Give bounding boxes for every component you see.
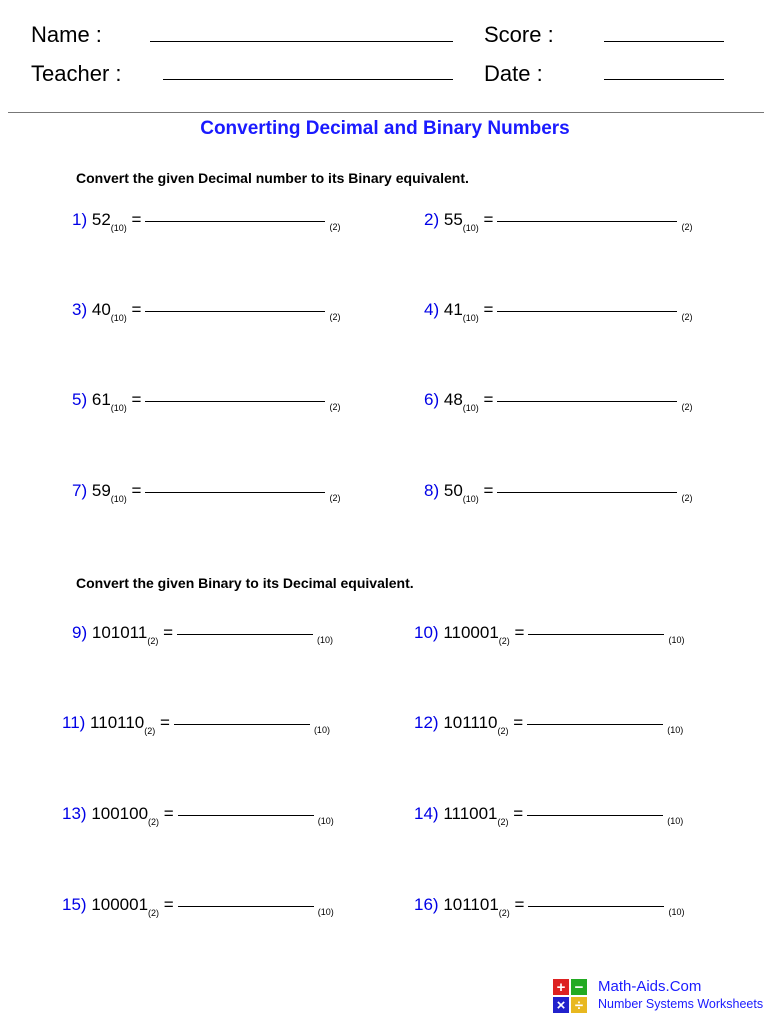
to-base: (2) [681, 493, 693, 503]
score-field[interactable] [604, 41, 724, 42]
teacher-label: Teacher : [31, 61, 122, 86]
problem-9 [72, 623, 333, 646]
answer-blank[interactable] [178, 815, 314, 816]
from-base: (10) [110, 403, 127, 413]
answer-blank[interactable] [528, 634, 664, 635]
problem-value: 41 [443, 300, 463, 319]
equals-sign: = [163, 804, 174, 823]
problem-number: 4) [424, 300, 440, 319]
from-base: (2) [147, 636, 159, 646]
problem-16 [414, 895, 684, 918]
to-base: (10) [668, 907, 685, 917]
problem-value: 110110 [90, 713, 145, 732]
equals-sign: = [131, 300, 142, 319]
section1-instruction: Convert the given Decimal number to its Binary equivalent. [76, 170, 469, 186]
problem-value: 59 [91, 481, 111, 500]
problem-number: 10) [414, 623, 439, 642]
to-base: (10) [317, 907, 334, 917]
problem-value: 100100 [91, 804, 149, 823]
problem-7 [72, 481, 340, 504]
answer-blank[interactable] [497, 401, 677, 402]
to-base: (2) [681, 312, 693, 322]
to-base: (2) [329, 402, 341, 412]
name-label: Name : [31, 22, 102, 47]
minus-icon: − [570, 978, 588, 996]
problem-13 [62, 804, 334, 827]
equals-sign: = [513, 804, 524, 823]
to-base: (2) [329, 222, 341, 232]
math-aids-brand[interactable] [552, 976, 770, 1016]
answer-blank[interactable] [177, 634, 313, 635]
problem-number: 9) [72, 623, 88, 642]
answer-blank[interactable] [145, 311, 325, 312]
equals-sign: = [513, 713, 524, 732]
to-base: (2) [329, 312, 341, 322]
name-field[interactable] [150, 41, 453, 42]
site-name-link[interactable]: Math-Aids.Com [598, 978, 702, 995]
problem-15 [62, 895, 334, 918]
plus-icon: + [552, 978, 570, 996]
date-label: Date : [484, 61, 543, 86]
answer-blank[interactable] [174, 724, 310, 725]
problem-11 [62, 713, 330, 736]
teacher-field[interactable] [163, 79, 453, 80]
problem-number: 15) [62, 895, 87, 914]
answer-blank[interactable] [145, 492, 325, 493]
problem-number: 7) [72, 481, 88, 500]
equals-sign: = [483, 210, 494, 229]
worksheet-category: Number Systems Worksheets [598, 997, 764, 1011]
problem-number: 13) [62, 804, 87, 823]
from-base: (10) [110, 223, 127, 233]
equals-sign: = [514, 895, 525, 914]
problem-6 [424, 390, 692, 413]
worksheet-title: Converting Decimal and Binary Numbers [200, 118, 570, 139]
answer-blank[interactable] [527, 815, 663, 816]
from-base: (10) [110, 313, 127, 323]
from-base: (2) [497, 726, 509, 736]
problem-number: 1) [72, 210, 88, 229]
answer-blank[interactable] [497, 492, 677, 493]
equals-sign: = [163, 895, 174, 914]
times-icon: × [552, 996, 570, 1014]
from-base: (10) [110, 494, 127, 504]
answer-blank[interactable] [145, 401, 325, 402]
math-operators-logo-icon [552, 978, 588, 1014]
problem-value: 101101 [443, 895, 499, 914]
problem-3 [72, 300, 340, 323]
problem-4 [424, 300, 692, 323]
equals-sign: = [514, 623, 525, 642]
equals-sign: = [483, 390, 494, 409]
equals-sign: = [483, 481, 494, 500]
from-base: (2) [498, 908, 510, 918]
to-base: (2) [329, 493, 341, 503]
problem-number: 14) [414, 804, 439, 823]
answer-blank[interactable] [528, 906, 664, 907]
from-base: (10) [462, 313, 479, 323]
problem-value: 52 [91, 210, 111, 229]
divide-icon: ÷ [570, 996, 588, 1014]
problem-number: 11) [62, 713, 86, 732]
from-base: (2) [148, 817, 160, 827]
problem-14 [414, 804, 683, 827]
to-base: (10) [667, 725, 684, 735]
problem-value: 101110 [443, 713, 498, 732]
problem-value: 50 [443, 481, 463, 500]
problem-number: 12) [414, 713, 439, 732]
from-base: (2) [148, 908, 160, 918]
equals-sign: = [163, 623, 173, 642]
problem-value: 100001 [91, 895, 149, 914]
problem-value: 111001 [443, 804, 498, 823]
answer-blank[interactable] [527, 724, 663, 725]
score-label: Score : [484, 22, 554, 47]
from-base: (10) [462, 403, 479, 413]
answer-blank[interactable] [178, 906, 314, 907]
from-base: (10) [462, 223, 479, 233]
problem-2 [424, 210, 692, 233]
problem-value: 110001 [443, 623, 499, 642]
problem-value: 40 [91, 300, 111, 319]
problem-10 [414, 623, 684, 646]
problem-12 [414, 713, 683, 736]
to-base: (10) [317, 816, 334, 826]
problem-number: 6) [424, 390, 440, 409]
problem-number: 3) [72, 300, 88, 319]
to-base: (10) [667, 816, 684, 826]
problem-5 [72, 390, 340, 413]
answer-blank[interactable] [145, 221, 325, 222]
to-base: (10) [668, 635, 685, 645]
equals-sign: = [483, 300, 494, 319]
problem-value: 101011 [91, 623, 148, 642]
date-field[interactable] [604, 79, 724, 80]
from-base: (10) [462, 494, 479, 504]
answer-blank[interactable] [497, 221, 677, 222]
from-base: (2) [144, 726, 156, 736]
to-base: (2) [681, 222, 693, 232]
equals-sign: = [131, 481, 142, 500]
problem-8 [424, 481, 692, 504]
from-base: (2) [497, 817, 509, 827]
problem-value: 48 [443, 390, 463, 409]
problem-value: 55 [443, 210, 463, 229]
equals-sign: = [131, 390, 142, 409]
from-base: (2) [498, 636, 510, 646]
problem-number: 8) [424, 481, 440, 500]
header-divider [8, 112, 764, 113]
equals-sign: = [131, 210, 142, 229]
to-base: (2) [681, 402, 693, 412]
problem-number: 16) [414, 895, 439, 914]
answer-blank[interactable] [497, 311, 677, 312]
problem-number: 5) [72, 390, 88, 409]
problem-value: 61 [91, 390, 111, 409]
to-base: (10) [313, 725, 330, 735]
section2-instruction: Convert the given Binary to its Decimal equivalent. [76, 575, 414, 591]
problem-1 [72, 210, 340, 233]
equals-sign: = [160, 713, 170, 732]
to-base: (10) [317, 635, 334, 645]
problem-number: 2) [424, 210, 440, 229]
